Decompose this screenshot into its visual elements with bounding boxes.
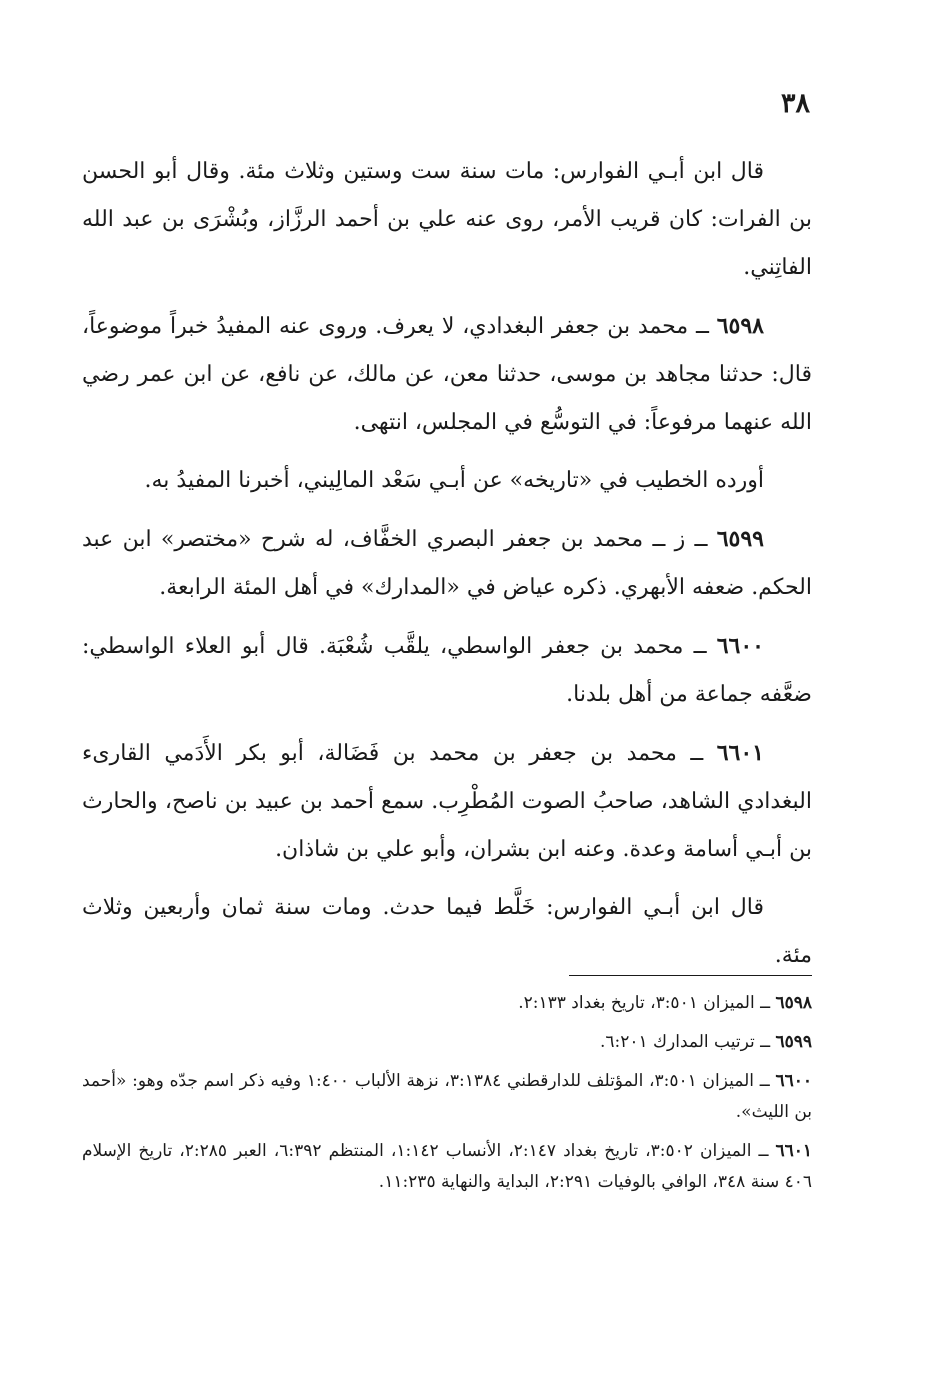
main-text <box>82 148 812 990</box>
entry-6598 <box>82 302 812 447</box>
page-number: ٣٨ <box>780 88 810 119</box>
entry-text: ــ محمد بن جعفر البغدادي، لا يعرف. وروى عنه المفيدُ خبراً موضوعاً، قال: حدثنا مجاهد بن موسى، حدثنا معن، عن مالك، عن نافع، عن ابن عمر رضي الله عنهما مرفوعاً: في التوسُّع في المجلس، انتهى. <box>82 314 812 435</box>
entry-number: ٦٥٩٨ <box>716 313 764 339</box>
paragraph-text: قال ابن أبـي الفوارس: مات سنة ست وستين وثلاث مئة. وقال أبو الحسن بن الفرات: كان قريب الأمر، روى عنه علي بن أحمد الرزَّاز، وبُشْرَى بن عبد الله الفاتِني. <box>82 159 812 280</box>
entry-6600 <box>82 622 812 719</box>
footnote-text: ــ ترتيب المدارك ٦:٢٠١. <box>599 1032 776 1052</box>
footnote <box>82 1066 812 1128</box>
footnote-number: ٦٥٩٨ <box>775 993 812 1013</box>
entry-number: ٦٦٠٠ <box>716 633 764 659</box>
entry-number: ٦٥٩٩ <box>716 526 764 552</box>
paragraph <box>82 148 812 292</box>
footnote-text: ــ الميزان ٣:٥٠٢، تاريخ بغداد ٢:١٤٧، الأنساب ١:١٤٢، المنتظم ٦:٣٩٢، العبر ٢:٢٨٥، تاريخ الإسلام ٤٠٦ سنة ٣٤٨، الوافي بالوفيات ٢:٢٩١، البداية والنهاية ١١:٢٣٥. <box>82 1141 812 1192</box>
paragraph <box>82 884 812 980</box>
footnote <box>82 1136 812 1198</box>
footnote <box>82 1027 812 1058</box>
footnote-divider <box>569 975 812 976</box>
footnote-number: ٦٥٩٩ <box>775 1032 812 1052</box>
book-page <box>82 0 812 1379</box>
paragraph-text: أورده الخطيب في «تاريخه» عن أبـي سَعْد المالِيني، أخبرنا المفيدُ به. <box>144 468 764 493</box>
entry-text: ــ محمد بن جعفر بن محمد بن فَضَالة، أبو بكر الأَدَمي القارىء البغدادي الشاهد، صاحبُ الصوت المُطْرِب. سمع أحمد بن عبيد بن ناصح، والحارث بن أبـي أسامة وعدة. وعنه ابن بشران، وأبو علي بن شاذان. <box>82 741 813 862</box>
entry-text: ــ محمد بن جعفر الواسطي، يلقَّب شُعْبَة. قال أبو العلاء الواسطي: ضعَّفه جماعة من أهل بلدنا. <box>82 634 812 707</box>
footnote-number: ٦٦٠٠ <box>775 1071 812 1091</box>
paragraph-text: قال ابن أبـي الفوارس: خَلَّط فيما حدث. ومات سنة ثمان وأربعين وثلاث مئة. <box>82 895 812 968</box>
entry-6599 <box>82 515 812 612</box>
footnote-number: ٦٦٠١ <box>775 1141 813 1161</box>
footnote <box>82 988 812 1019</box>
paragraph <box>82 457 812 505</box>
entry-number: ٦٦٠١ <box>716 740 764 766</box>
footnotes <box>82 988 812 1206</box>
entry-text: ــ ز ــ محمد بن جعفر البصري الخفَّاف، له شرح «مختصر» ابن عبد الحكم. ضعفه الأبهري. ذكره عياض في «المدارك» في أهل المئة الرابعة. <box>82 527 812 600</box>
footnote-text: ــ الميزان ٣:٥٠١، تاريخ بغداد ٢:١٣٣. <box>518 993 776 1013</box>
footnote-text: ــ الميزان ٣:٥٠١، المؤتلف للدارقطني ٣:١٣٨٤، نزهة الألباب ١:٤٠٠ وفيه ذكر اسم جدّه وهو: «أحمد بن الليث». <box>82 1071 812 1122</box>
entry-6601 <box>82 729 812 874</box>
